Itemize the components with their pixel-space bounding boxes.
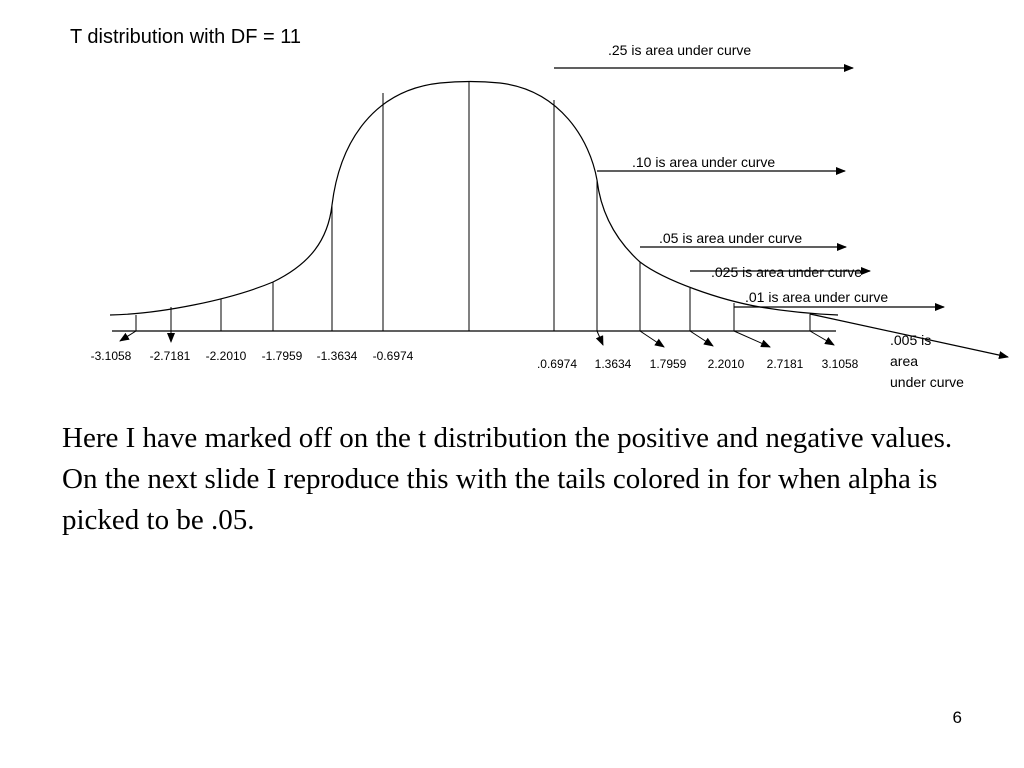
tick-label-pos-3: 1.7959 <box>649 357 687 371</box>
tick-label-neg-6: -0.6974 <box>372 349 414 363</box>
tick-label-pos-1: .0.6974 <box>536 357 578 371</box>
tick-label-pos-2: 1.3634 <box>594 357 632 371</box>
slide-body-text: Here I have marked off on the t distribution the positive and negative values. On the next slide I reproduce this with the tails colored in for when alpha is picked to be .05. <box>62 422 953 536</box>
tick-label-neg-3: -2.2010 <box>205 349 247 363</box>
tick-label-pos-4: 2.2010 <box>707 357 745 371</box>
page-number: 6 <box>952 708 962 727</box>
tick-label-neg-5: -1.3634 <box>316 349 358 363</box>
tail-arrow <box>690 331 713 346</box>
tail-arrow <box>810 331 834 345</box>
tick-label-pos-6: 3.1058 <box>821 357 859 371</box>
area-label-01: .01 is area under curve <box>745 289 889 305</box>
area-label-10: .10 is area under curve <box>632 154 776 170</box>
tick-label-neg-1: -3.1058 <box>90 349 132 363</box>
tail-arrow <box>120 331 136 341</box>
tail-arrow <box>597 331 603 345</box>
slide-title: T distribution with DF = 11 <box>70 26 302 48</box>
tick-label-pos-5: 2.7181 <box>766 357 804 371</box>
area-label-05: .05 is area under curve <box>659 230 803 246</box>
tick-label-neg-4: -1.7959 <box>261 349 303 363</box>
tail-arrow <box>734 331 770 347</box>
area-label-005: .005 is area under curve <box>890 332 964 390</box>
area-label-25: .25 is area under curve <box>608 42 752 58</box>
tail-arrow <box>640 331 664 347</box>
tick-label-neg-2: -2.7181 <box>149 349 191 363</box>
area-label-025: .025 is area under curve <box>711 264 862 280</box>
